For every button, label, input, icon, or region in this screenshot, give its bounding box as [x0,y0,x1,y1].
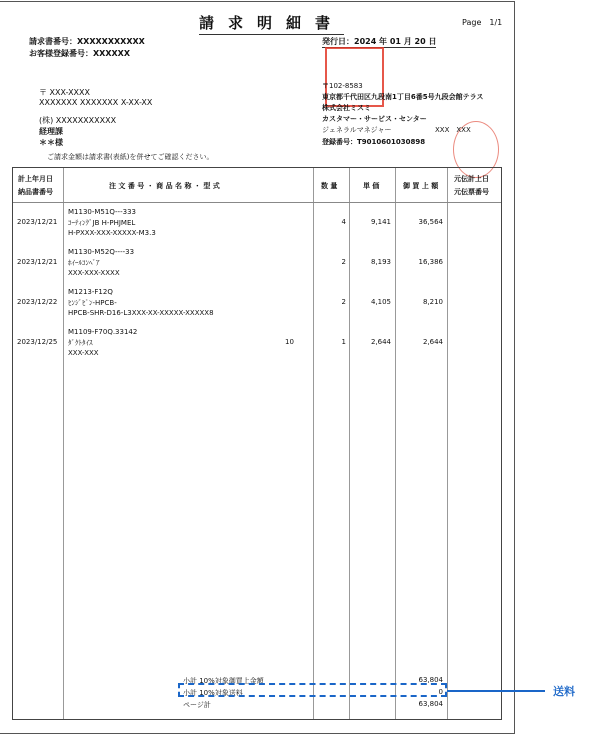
callout-line [447,690,545,692]
row-price: 4,105 [370,298,391,306]
row-order-number: M1130-M51Q---333 [68,208,136,216]
row-model: XXX-XXX-XXXX [68,269,120,277]
recipient-address: XXXXXXX XXXXXXX X-XX-XX [39,98,153,107]
issuer-postal: 〒102-8583 [322,82,363,90]
row-product-name: ﾀﾞｸﾄﾀｲｽ [68,339,93,347]
row-amount: 8,210 [422,298,443,306]
recipient-dept: 経理課 [39,127,63,136]
header-orig-date: 元伝計上日 [454,175,489,183]
row-date: 2023/12/21 [17,258,58,266]
issuer-company: 株式会社ミスミ [322,104,371,112]
row-date: 2023/12/25 [17,338,58,346]
row-date: 2023/12/22 [17,298,58,306]
registration-number: 登録番号：T9010601030898 [322,138,426,146]
issuer-person: XXX XXX [435,126,471,134]
row-model: XXX-XXX [68,349,99,357]
row-qty: 4 [341,218,346,226]
shipping-callout-label: 送料 [553,685,575,698]
row-date: 2023/12/21 [17,218,58,226]
issuer-address: 東京都千代田区九段南1丁目6番5号九段会館テラス [322,93,484,101]
subtotal-shipping-label: 小計 10%対象送料 [183,689,243,697]
shipping-highlight-box [178,683,447,697]
notice-text: ご請求金額は請求書(表紙)を併せてご確認ください。 [47,153,214,161]
recipient-postal: 〒 XXX-XXXX [39,88,90,97]
row-price: 9,141 [370,218,391,226]
row-order-number: M1213-F12Q [68,288,113,296]
subtotal-purchase-value: 63,804 [418,676,443,684]
row-extra: 10 [285,338,294,346]
header-amount: 御 買 上 額 [403,182,439,190]
header-date: 計上年月日 [18,175,53,183]
page-total-value: 63,804 [418,700,443,708]
page-number: Page 1/1 [462,18,503,27]
header-delivery-no: 納品書番号 [18,188,53,196]
row-model: HPCB-SHR-D16-L3XXX-XX-XXXXX-XXXXX8 [68,309,214,317]
customer-number: お客様登録番号：XXXXXX [29,49,131,58]
invoice-number: 請求書番号：XXXXXXXXXXX [29,37,145,46]
issuer-title: ジェネラルマネジャー [322,126,392,134]
recipient-name: ＊＊様 [39,138,63,147]
row-qty: 2 [341,298,346,306]
row-price: 2,644 [370,338,391,346]
row-product-name: ﾎｲｰﾙｺﾝﾍﾞｱ [68,259,100,267]
subtotal-purchase-label: 小計 10%対象御買上金額 [183,677,264,685]
row-amount: 36,564 [418,218,443,226]
row-amount: 2,644 [422,338,443,346]
page-total-label: ページ計 [183,701,211,709]
header-qty: 数 量 [321,182,338,190]
row-order-number: M1130-M52Q----33 [68,248,135,256]
statement-table [12,167,502,720]
row-qty: 1 [341,338,346,346]
header-item: 注 文 番 号 ・ 商 品 名 称 ・ 型 式 [109,182,220,190]
row-qty: 2 [341,258,346,266]
issue-date: 発行日：2024 年 01 月 20 日 [322,37,437,46]
issuer-division: カスタマー・サービス・センター [322,115,427,123]
header-price: 単 価 [363,182,380,190]
recipient-company: (株) XXXXXXXXXXX [39,116,117,125]
row-model: H-PXXX-XXX-XXXXX-M3.3 [68,229,156,237]
row-order-number: M1109-F70Q.33142 [68,328,138,336]
row-price: 8,193 [370,258,391,266]
row-product-name: ﾋﾝｼﾞﾋﾟﾝ-HPCB- [68,299,117,307]
header-orig-no: 元伝票番号 [454,188,489,196]
row-product-name: ｺｰﾃｨﾝｸﾞJB H-PHJMEL [68,219,136,227]
row-amount: 16,386 [418,258,443,266]
subtotal-shipping-value: 0 [438,688,443,696]
document-title: 請求明細書 [199,12,344,35]
